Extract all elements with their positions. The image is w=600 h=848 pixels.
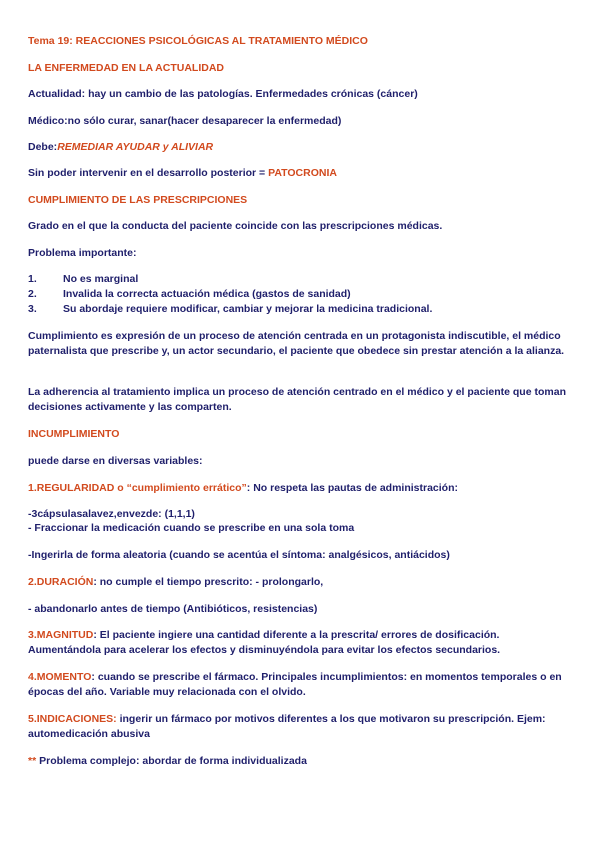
- magnitud-text: : El paciente ingiere una cantidad diferente a la prescrita/ errores de dosificación. Aumentándola para acelerar los efectos y disminuyéndola para evitar los efectos secundarios.: [28, 629, 501, 656]
- regularidad-line: [28, 481, 574, 496]
- list-item: [28, 302, 574, 317]
- complejo-text: Problema complejo: abordar de forma individualizada: [36, 755, 307, 767]
- page-title: Tema 19: REACCIONES PSICOLÓGICAS AL TRATAMIENTO MÉDICO: [28, 35, 368, 47]
- list-text: Su abordaje requiere modificar, cambiar y mejorar la medicina tradicional.: [63, 303, 433, 315]
- heading-enfermedad: LA ENFERMEDAD EN LA ACTUALIDAD: [28, 62, 224, 74]
- list-number: 3.: [28, 303, 37, 315]
- asterisks: **: [28, 755, 37, 767]
- medico-line: Médico:no sólo curar, sanar(hacer desaparecer la enfermedad): [28, 115, 342, 127]
- abandonarlo-line: - abandonarlo antes de tiempo (Antibióticos, resistencias): [28, 603, 318, 615]
- list-text: No es marginal: [63, 273, 139, 285]
- regularidad-text: : No respeta las pautas de administración:: [246, 482, 459, 494]
- capsulas-line: -3cápsulasalavez,envezde: (1,1,1): [28, 508, 195, 520]
- momento-text: : cuando se prescribe el fármaco. Principales incumplimientos: en momentos temporales o en épocas del año. Variable muy relacionada con el olvido.: [28, 671, 562, 698]
- cumplimiento-paragraph: Cumplimiento es expresión de un proceso de atención centrada en un protagonista indiscutible, el médico paternalista que prescribe y, un actor secundario, el paciente que obedece sin prestar atención a la alianza.: [28, 330, 565, 357]
- regularidad-label: 1.REGULARIDAD o “cumplimiento errático”: [28, 482, 247, 494]
- magnitud-paragraph: [28, 628, 574, 657]
- duracion-line: [28, 575, 574, 590]
- debe-value: REMEDIAR AYUDAR y ALIVIAR: [57, 141, 214, 153]
- duracion-text: : no cumple el tiempo prescrito: - prolongarlo,: [93, 576, 324, 588]
- ingerirla-line: -Ingerirla de forma aleatoria (cuando se acentúa el síntoma: analgésicos, antiácidos): [28, 549, 450, 561]
- magnitud-label: 3.MAGNITUD: [28, 629, 94, 641]
- list-item: [28, 272, 574, 287]
- debe-label: Debe:: [28, 141, 58, 153]
- list-number: 1.: [28, 273, 37, 285]
- patocronia-term: PATOCRONIA: [268, 167, 337, 179]
- momento-paragraph: [28, 670, 574, 699]
- problema-line: Problema importante:: [28, 247, 137, 259]
- adherencia-paragraph: La adherencia al tratamiento implica un proceso de atención centrado en el médico y el paciente que toman decisiones activamente y las comparten.: [28, 386, 566, 413]
- heading-cumplimiento: CUMPLIMIENTO DE LAS PRESCRIPCIONES: [28, 194, 248, 206]
- list-text: Invalida la correcta actuación médica (gastos de sanidad): [63, 288, 351, 300]
- momento-label: 4.MOMENTO: [28, 671, 92, 683]
- grado-line: Grado en el que la conducta del paciente coincide con las prescripciones médicas.: [28, 220, 443, 232]
- duracion-label: 2.DURACIÓN: [28, 576, 94, 588]
- complejo-line: [28, 754, 574, 769]
- actualidad-line: Actualidad: hay un cambio de las patologías. Enfermedades crónicas (cáncer): [28, 88, 418, 100]
- indicaciones-text: ingerir un fármaco por motivos diferentes a los que motivaron su prescripción. Ejem: automedicación abusiva: [28, 713, 546, 740]
- sin-poder-text: Sin poder intervenir en el desarrollo posterior =: [28, 167, 269, 179]
- indicaciones-label: 5.INDICACIONES:: [28, 713, 117, 725]
- list-item: [28, 287, 574, 302]
- indicaciones-paragraph: [28, 712, 574, 741]
- debe-line: [28, 140, 574, 155]
- list-number: 2.: [28, 288, 37, 300]
- heading-incumplimiento: INCUMPLIMIENTO: [28, 428, 120, 440]
- puede-line: puede darse en diversas variables:: [28, 455, 203, 467]
- fraccionar-line: - Fraccionar la medicación cuando se prescribe en una sola toma: [28, 522, 355, 534]
- sin-poder-line: [28, 166, 574, 181]
